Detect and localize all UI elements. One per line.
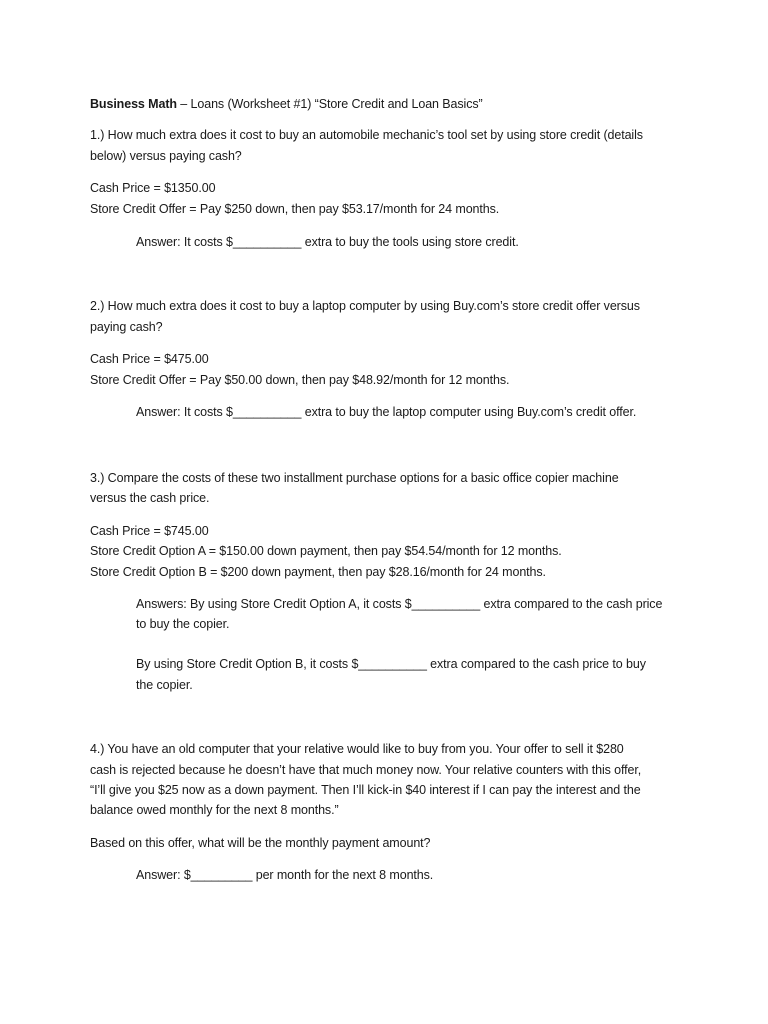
q2-text-line-2: paying cash? — [90, 320, 163, 334]
q1-text-line-2: below) versus paying cash? — [90, 149, 242, 163]
q3-answer-b-line-1: By using Store Credit Option B, it costs $__________ extra compared to the cash price to buy — [136, 657, 646, 671]
q3-answer-a-line-2: to buy the copier. — [136, 617, 230, 631]
q3-answer-b-line-2: the copier. — [136, 678, 193, 692]
q3-option-b: Store Credit Option B = $200 down payment, then pay $28.16/month for 24 months. — [90, 565, 546, 579]
q4-answer: Answer: $_________ per month for the next 8 months. — [136, 868, 434, 882]
title-rest-part: – Loans (Worksheet #1) “Store Credit and Loan Basics” — [176, 97, 483, 111]
q4-prompt: Based on this offer, what will be the monthly payment amount? — [90, 836, 431, 850]
q3-text-line-2: versus the cash price. — [90, 491, 210, 505]
q2-store-credit-offer: Store Credit Offer = Pay $50.00 down, then pay $48.92/month for 12 months. — [90, 373, 510, 387]
q4-text-line-2: cash is rejected because he doesn’t have that much money now. Your relative counters with this offer, — [90, 763, 642, 777]
q3-answer-a-line-1: Answers: By using Store Credit Option A, it costs $__________ extra compared to the cash price — [136, 597, 663, 611]
q4-text-line-1: 4.) You have an old computer that your relative would like to buy from you. Your offer to sell it $280 — [90, 742, 624, 756]
q3-option-a: Store Credit Option A = $150.00 down payment, then pay $54.54/month for 12 months. — [90, 544, 562, 558]
q4-text-line-3: “I’ll give you $25 now as a down payment. Then I’ll kick-in $40 interest if I can pay the interest and the — [90, 783, 641, 797]
q2-cash-price: Cash Price = $475.00 — [90, 352, 209, 366]
q4-text-line-4: balance owed monthly for the next 8 months.” — [90, 803, 339, 817]
worksheet-title — [90, 96, 483, 112]
q1-text-line-1: 1.) How much extra does it cost to buy an automobile mechanic’s tool set by using store credit (details — [90, 128, 643, 142]
title-bold-part: Business Math — [90, 97, 177, 111]
q2-text-line-1: 2.) How much extra does it cost to buy a laptop computer by using Buy.com’s store credit offer versus — [90, 299, 640, 313]
q3-cash-price: Cash Price = $745.00 — [90, 524, 209, 538]
q1-answer: Answer: It costs $__________ extra to buy the tools using store credit. — [136, 235, 519, 249]
q1-cash-price: Cash Price = $1350.00 — [90, 181, 216, 195]
q1-store-credit-offer: Store Credit Offer = Pay $250 down, then pay $53.17/month for 24 months. — [90, 202, 500, 216]
q2-answer: Answer: It costs $__________ extra to buy the laptop computer using Buy.com’s credit offer. — [136, 405, 637, 419]
q3-text-line-1: 3.) Compare the costs of these two installment purchase options for a basic office copier machine — [90, 471, 619, 485]
